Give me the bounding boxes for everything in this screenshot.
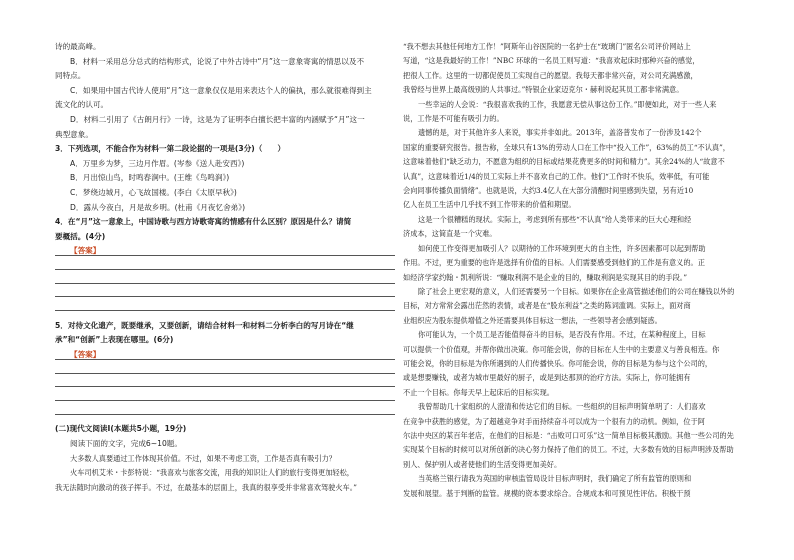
passage-line: 目标，对方常常会露出茫然的表情，或者是在“股东利益”之类的陈词滥调。实际上，面对商	[403, 301, 691, 311]
passage-line: 遗憾的是，对于其他许多人来说，事实并非如此。2013年，盖洛普发布了一份涉及142个	[418, 128, 702, 138]
passage-line: 这是一个很糟糕的现状。实际上，考虑到所有那些“不认真”给人类带来的巨大心理和经	[418, 214, 692, 224]
passage-line: 认真”，这意味着近1/4的员工实际上并不喜欢自己的工作。他们“工作时不快乐，效率低，有可能	[403, 171, 710, 181]
passage-line: 大多数人真要通过工作体现其价值。不过，如果不考虑工资，工作是否真有吸引力？	[70, 453, 336, 463]
passage-line: 写道，“这是我最好的工作！”NBC 环球的一名员工则写道：“我喜欢起床时那种兴奋的感觉，	[403, 56, 700, 66]
passage-line: 一些幸运的人会说：“我很喜欢我的工作，我愿意无偿从事这份工作。”即便如此，对于一些人来	[418, 99, 717, 109]
passage-line: 或是想要赚钱，或者为城市里最好的厨子，或是到达那顶的治疗方法。实际上，你可能拥有	[403, 373, 691, 383]
answer-line	[55, 389, 395, 401]
passage-line: 国家的重要研究报告。报告称，全球只有13%的劳动人口在工作中“投入工作”，63%的员工“不认真”，	[403, 142, 730, 152]
q5-stem: 承”和“创新”上表现在哪里。(6分)	[55, 335, 174, 345]
q2-option-line: 流文化的认可。	[55, 100, 109, 110]
passage-line: 除了社会上更宏观的意义，人们还需要另一个目标。如果你在企业高管描述他们的公司在赚钱以外的	[418, 286, 735, 296]
section-instruction: 阅读下面的文字，完成6~10题。	[70, 438, 182, 448]
answer-line	[55, 299, 395, 311]
section-heading: (二)现代文阅读Ⅰ(本题共5小题，19分)	[55, 424, 187, 434]
q2-option-line: 典型意象。	[55, 129, 93, 139]
passage-line: 在竞争中获胜的感觉，为了超越竞争对手而持续奋斗可以成为一个很有力的动机。例如，位于阿	[403, 416, 705, 426]
passage-line: 作用。不过，更为重要的也许是选择有价值的目标。人们需要感受到他们的工作是有意义的。正	[403, 258, 705, 268]
passage-line: 尔法中央区的某百年老店，在他们的目标是：“击败可口可乐”这一简单目标极其激励。其他一些公司的先	[403, 430, 734, 440]
answer-label: 【答案】	[70, 246, 101, 256]
q2-option-line: D．材料二引用了《古朗月行》一诗，这是为了证明李白擅长把丰富的内涵赋予“月”这一	[70, 114, 365, 124]
answer-line	[55, 272, 395, 284]
passage-line: 发展和展望。基于判断的监管。规模的资本要求综合。合规成本和可预见性评估。积极干预	[403, 488, 691, 498]
answer-line	[55, 285, 395, 297]
q5-answer-line	[55, 348, 395, 360]
q4-answer-line	[55, 244, 395, 256]
answer-line	[55, 258, 395, 270]
passage-line: 别人、保护别人或者使他们的生活变得更加美好。	[403, 459, 562, 469]
passage-line: 你可能认为，一个员工是否能值得奋斗的目标，是否没有作用。不过，在某种程度上，目标	[418, 330, 706, 340]
passage-line: 可能会说，你的目标是为你所遇到的人们传播快乐。你可能会说，你的目标是为参与这个公司的，	[403, 358, 713, 368]
passage-line: 火车司机艾米・卡彭特说：“我喜欢与旅客交流，用我的知识让人们的旅行变得更加轻松，	[70, 468, 354, 478]
passage-line: 如经济学家约翰・凯利所说：“赚取利润不是企业的目的，赚取利润是实现其目的的手段。”	[403, 272, 688, 282]
passage-line: 不止一个目标。你每天早上起床后的目标实现。	[403, 387, 554, 397]
q5-stem: 5．对待文化遗产，既要继承，又要创新，请结合材料一和材料二分析李白的写月诗在“继	[55, 320, 354, 330]
passage-line: 会向同事传播负面情绪”。也就是说，大约3.4亿人在大部分清醒时间里感到失望，另有近10	[403, 186, 694, 196]
q3-option: C．梦绕边城月，心飞故国楼。(李白《太原早秋》)	[70, 187, 237, 197]
opening-line: 诗的最高峰。	[55, 42, 101, 51]
passage-line: 济成本，这简直是一个灾难。	[403, 229, 497, 239]
right-column	[403, 40, 755, 501]
answer-line	[55, 362, 395, 374]
q3-option: A．万里乡为梦，三边月作眉。(岑参《送人赴安西》)	[70, 158, 245, 168]
passage-line: “我不想去其他任何地方工作！”阿斯年山谷医院的一名护士在“玻璃门”匿名公司评价网站上	[403, 42, 691, 51]
passage-line: 如何使工作变得更加吸引人？以期待的工作环境到更大的自主性，许多因素都可以起到帮助	[418, 243, 706, 253]
q2-option-line: C．如果用中国古代诗人使用“月”这一意象仅仅是用来表达个人的偏执，那么就很难得到主	[70, 85, 372, 95]
q3-option: D．露从今夜白，月是故乡明。(杜甫《月夜忆舍弟》)	[70, 202, 246, 212]
answer-line	[55, 403, 395, 415]
passage-line: 我曾帮助几十家组织的人澄清和传达它们的目标。一些组织的目标声明简单明了：人们喜欢	[418, 402, 706, 412]
passage-line: 说，工作是不可能有吸引力的。	[403, 114, 504, 124]
passage-line: 业组织应为股东提供增值之外还需要具体目标这一想法，一些领导者会感到疑惑。	[403, 315, 662, 325]
q2-option-line: B．材料一采用总分总式的结构形式，论说了中外古诗中“月”这一意象寄寓的情思以及不	[70, 56, 365, 66]
passage-line: 把很人工作。这里的一切都促使员工实现自己的愿望。我每天都非常兴奋，对公司充满感激，	[403, 70, 698, 80]
answer-line	[55, 375, 395, 387]
passage-line: 我无法随时向激动的孩子挥手。不过，在最基本的层面上，我真的很享受并非常喜欢驾驶火车。”	[55, 482, 357, 492]
answer-label: 【答案】	[70, 349, 101, 359]
passage-line: 这意味着他们“缺乏动力，不愿意为组织的目标或结果花费更多的时间和精力”。其余24%的人“故意不	[403, 157, 725, 167]
q4-stem: 要概括。(4分)	[55, 231, 106, 241]
passage-line: 实现某个目标的时候可以对所创新的决心努力保持了他们的员工。不过，大多数有效的目标声明涉及帮助	[403, 445, 734, 455]
left-column	[55, 40, 395, 495]
passage-line: 我曾经与世界上最高级别的人共事过。”特银企业家迈克尔・赫利说起其员工都非常满意。	[403, 85, 684, 95]
q3-stem: 3．下列选项，不能合作为材料一第二段论据的一项是(3分)（ ）	[55, 144, 286, 154]
passage-line: 亿人在员工生活中几乎找不到工作带来的价值和期望。	[403, 200, 576, 210]
passage-line: 可以提供一个价值观，并帮你做出决策。你可能会说，你的目标在人生中的主要意义与善良相连。你	[403, 344, 720, 354]
q2-option-line: 同特点。	[55, 71, 86, 81]
passage-line: 当英格兰银行请我为英国的审核监管局设计目标声明时，我们确定了所有监管的原则和	[418, 474, 692, 484]
q3-option: B．月出惊山鸟，时鸣春涧中。(王维《鸟鸣涧》)	[70, 173, 230, 183]
q4-stem: 4．在“月”这一意象上，中国诗歌与西方诗歌寄寓的情感有什么区别？原因是什么？请简	[55, 217, 352, 227]
